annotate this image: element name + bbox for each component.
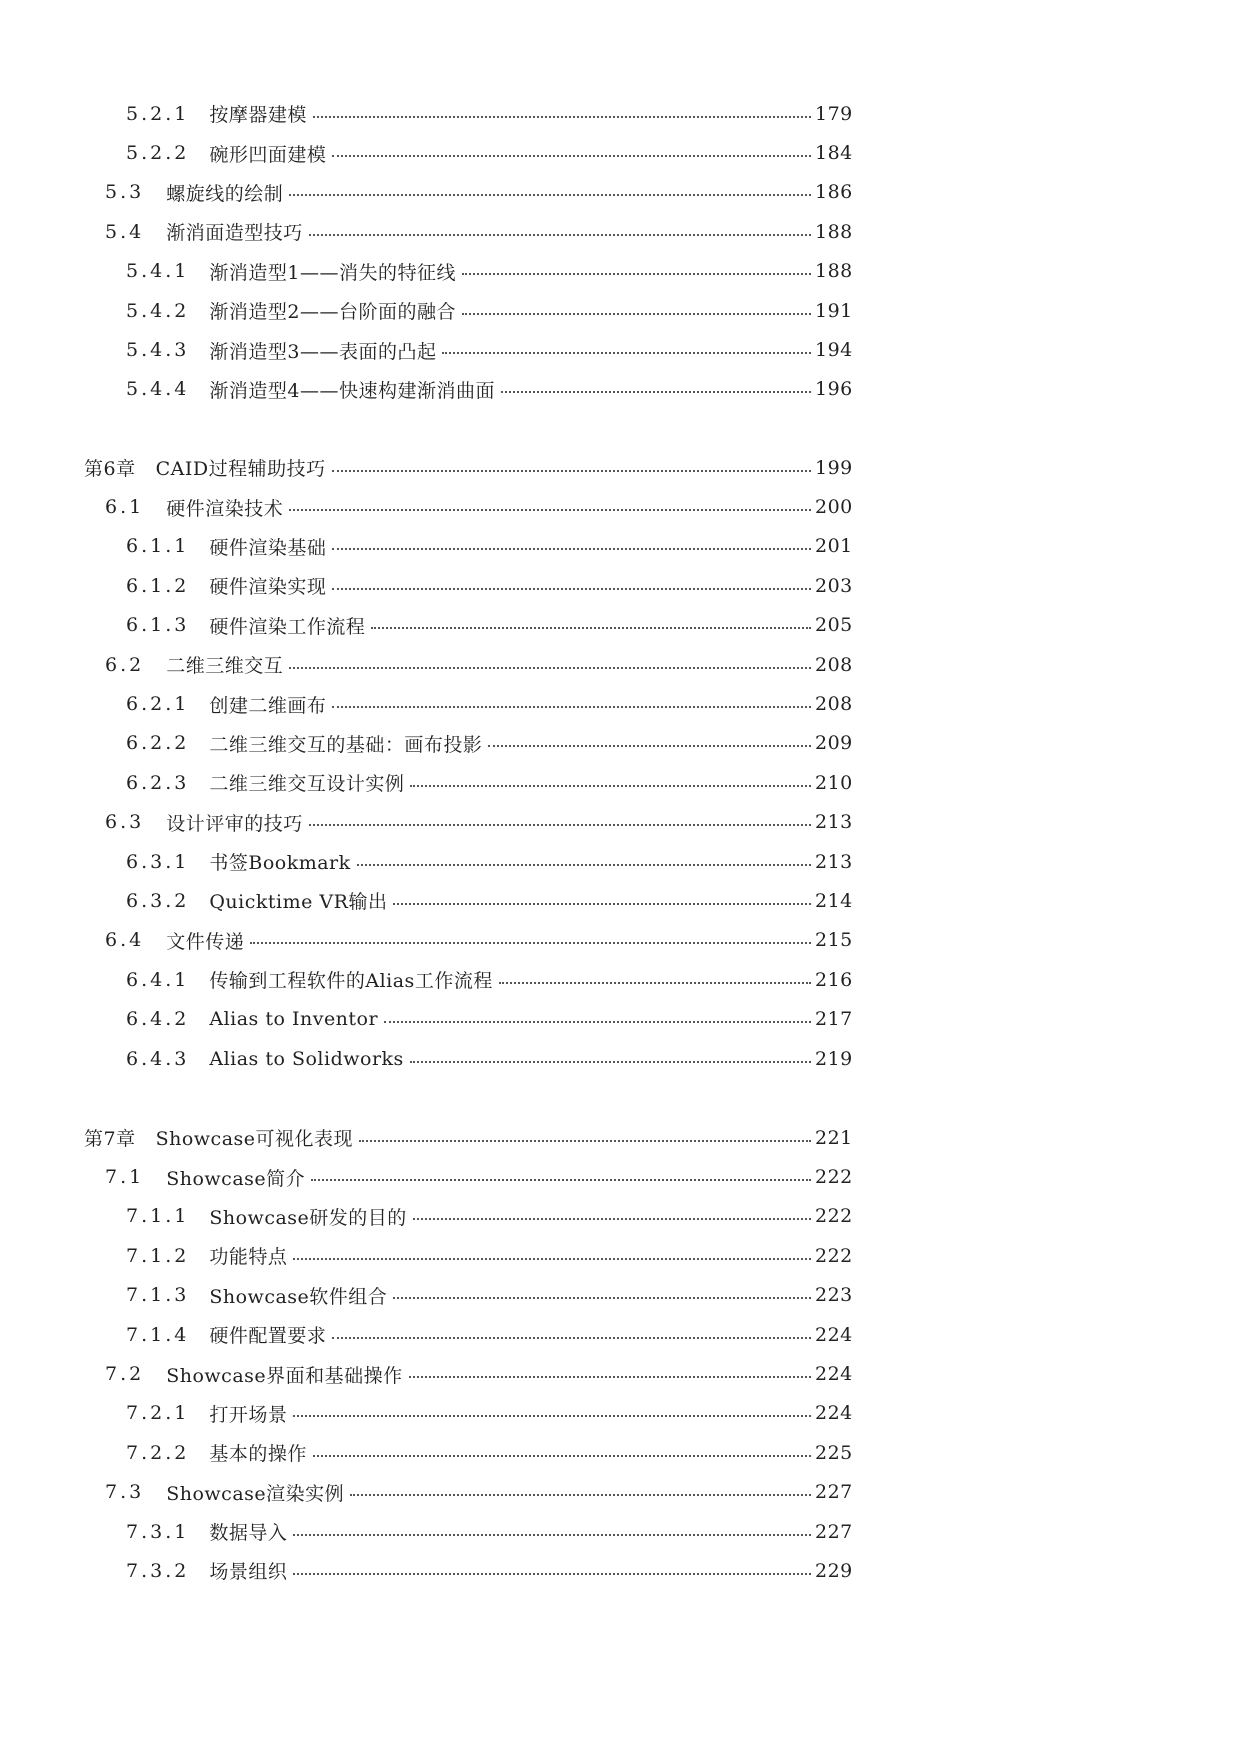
toc-entry-title: 硬件渲染技术 [166, 497, 284, 520]
dot-leader [293, 1258, 811, 1260]
dot-leader [332, 470, 811, 472]
dot-leader [311, 1179, 811, 1181]
toc-entry-section[interactable] [0, 1473, 1239, 1512]
dot-leader [501, 391, 811, 393]
toc-entry-subsection[interactable] [0, 763, 1239, 802]
toc-entry-title: 场景组织 [209, 1561, 288, 1584]
toc-entry-page-number: 222 [815, 1205, 853, 1228]
toc-entry-number: 第7章 [84, 1128, 136, 1151]
toc-entry-number: 6.2.1 [126, 693, 190, 716]
dot-leader [289, 667, 811, 669]
dot-leader [289, 509, 811, 511]
toc-entry-number: 6.2 [105, 653, 145, 676]
toc-entry-subsection[interactable] [0, 684, 1239, 723]
toc-entry-number: 7.3.1 [126, 1520, 190, 1543]
toc-entry-title: Showcase界面和基础操作 [166, 1364, 403, 1387]
dot-leader [332, 588, 811, 590]
toc-group-ch6 [0, 448, 1239, 1078]
dot-leader [393, 1297, 811, 1299]
toc-entry-page-number: 184 [815, 142, 853, 165]
dot-leader [462, 273, 811, 275]
dot-leader [357, 864, 811, 866]
toc-entry-title: 硬件配置要求 [209, 1325, 327, 1348]
toc-entry-title: 基本的操作 [209, 1443, 307, 1466]
toc-entry-title: 硬件渲染基础 [209, 536, 327, 559]
toc-entry-title: 渐消造型3——表面的凸起 [209, 340, 437, 363]
toc-entry-title: 打开场景 [209, 1403, 288, 1426]
dot-leader [309, 234, 811, 236]
dot-leader [384, 1021, 811, 1023]
toc-entry-subsection[interactable] [0, 566, 1239, 605]
toc-entry-subsection[interactable] [0, 881, 1239, 920]
toc-entry-title: 二维三维交互设计实例 [209, 773, 405, 796]
dot-leader [462, 313, 811, 315]
toc-entry-number: 7.1.2 [126, 1244, 190, 1267]
toc-entry-page-number: 224 [815, 1363, 853, 1386]
dot-leader [332, 548, 811, 550]
toc-entry-chapter[interactable] [0, 1118, 1239, 1157]
toc-entry-page-number: 200 [815, 496, 853, 519]
toc-entry-number: 5.4 [105, 220, 145, 243]
dot-leader [350, 1494, 811, 1496]
toc-entry-page-number: 208 [815, 653, 853, 676]
toc-entry-page-number: 222 [815, 1166, 853, 1189]
toc-entry-number: 5.3 [105, 181, 145, 204]
dot-leader [332, 1337, 811, 1339]
toc-entry-subsection[interactable] [0, 1197, 1239, 1236]
toc-entry-page-number: 217 [815, 1008, 853, 1031]
dot-leader [313, 116, 811, 118]
toc-entry-title: 渐消造型4——快速构建渐消曲面 [209, 379, 495, 402]
toc-entry-page-number: 227 [815, 1520, 853, 1543]
toc-entry-number: 6.4.3 [126, 1047, 190, 1070]
toc-entry-number: 6.2.3 [126, 771, 190, 794]
toc-entry-title: 设计评审的技巧 [166, 812, 303, 835]
toc-entry-subsection[interactable] [0, 330, 1239, 369]
toc-entry-section[interactable] [0, 487, 1239, 526]
dot-leader [409, 1376, 811, 1378]
toc-entry-subsection[interactable] [0, 527, 1239, 566]
toc-entry-subsection[interactable] [0, 94, 1239, 133]
toc-entry-subsection[interactable] [0, 1039, 1239, 1078]
dot-leader [393, 903, 811, 905]
toc-entry-page-number: 213 [815, 850, 853, 873]
toc-entry-title: 创建二维画布 [209, 694, 327, 717]
dot-leader [371, 627, 811, 629]
toc-entry-section[interactable] [0, 1157, 1239, 1196]
dot-leader [313, 1455, 811, 1457]
toc-entry-title: Showcase简介 [166, 1167, 306, 1190]
toc-entry-page-number: 201 [815, 535, 853, 558]
toc-entry-page-number: 216 [815, 968, 853, 991]
toc-entry-page-number: 221 [815, 1126, 853, 1149]
toc-entry-subsection[interactable] [0, 1236, 1239, 1275]
toc-entry-number: 6.3 [105, 811, 145, 834]
toc-entry-title: Showcase研发的目的 [209, 1206, 407, 1229]
toc-entry-title: 数据导入 [209, 1522, 288, 1545]
toc-entry-page-number: 229 [815, 1559, 853, 1582]
toc-entry-page-number: 225 [815, 1441, 853, 1464]
toc-entry-title: 二维三维交互的基础：画布投影 [209, 733, 483, 756]
toc-entry-number: 6.4 [105, 929, 145, 952]
toc-entry-subsection[interactable] [0, 1315, 1239, 1354]
toc-entry-number: 7.2 [105, 1363, 145, 1386]
toc-entry-page-number: 205 [815, 614, 853, 637]
toc-entry-page-number: 227 [815, 1481, 853, 1504]
toc-entry-subsection[interactable] [0, 606, 1239, 645]
dot-leader [359, 1140, 811, 1142]
toc-entry-title: Alias to Inventor [209, 1008, 379, 1031]
toc-entry-page-number: 191 [815, 299, 853, 322]
toc-entry-page-number: 196 [815, 378, 853, 401]
dot-leader [499, 982, 811, 984]
toc-entry-subsection[interactable] [0, 999, 1239, 1038]
toc-entry-section[interactable] [0, 173, 1239, 212]
dot-leader [413, 1218, 811, 1220]
toc-entry-page-number: 219 [815, 1047, 853, 1070]
toc-entry-section[interactable] [0, 1354, 1239, 1393]
toc-entry-number: 5.2.2 [126, 142, 190, 165]
toc-entry-page-number: 186 [815, 181, 853, 204]
toc-entry-page-number: 208 [815, 693, 853, 716]
toc-entry-page-number: 224 [815, 1402, 853, 1425]
toc-entry-page-number: 203 [815, 574, 853, 597]
toc-entry-subsection[interactable] [0, 1433, 1239, 1472]
toc-entry-subsection[interactable] [0, 1276, 1239, 1315]
toc-entry-page-number: 194 [815, 339, 853, 362]
toc-entry-number: 6.2.2 [126, 732, 190, 755]
toc-entry-number: 6.1.2 [126, 574, 190, 597]
toc-entry-number: 7.2.2 [126, 1441, 190, 1464]
toc-entry-number: 6.4.2 [126, 1008, 190, 1031]
toc-entry-title: 功能特点 [209, 1246, 288, 1269]
dot-leader [289, 194, 811, 196]
toc-entry-subsection[interactable] [0, 291, 1239, 330]
toc-entry-subsection[interactable] [0, 842, 1239, 881]
toc-entry-page-number: 214 [815, 889, 853, 912]
dot-leader [293, 1534, 811, 1536]
toc-entry-page-number: 215 [815, 929, 853, 952]
toc-entry-number: 5.4.2 [126, 299, 190, 322]
toc-entry-page-number: 224 [815, 1323, 853, 1346]
toc-entry-page-number: 223 [815, 1284, 853, 1307]
toc-entry-page-number: 209 [815, 732, 853, 755]
toc-entry-title: 书签Bookmark [209, 852, 351, 875]
toc-entry-title: 按摩器建模 [209, 104, 307, 127]
toc-entry-number: 5.2.1 [126, 102, 190, 125]
toc-entry-number: 6.1.1 [126, 535, 190, 558]
toc-entry-page-number: 188 [815, 220, 853, 243]
toc-entry-page-number: 179 [815, 102, 853, 125]
toc-entry-subsection[interactable] [0, 1394, 1239, 1433]
toc-entry-title: Showcase渲染实例 [166, 1482, 345, 1505]
toc-entry-title: Showcase可视化表现 [155, 1128, 354, 1151]
toc-entry-number: 5.4.3 [126, 339, 190, 362]
toc-entry-number: 7.1.4 [126, 1323, 190, 1346]
toc-entry-number: 6.1.3 [126, 614, 190, 637]
dot-leader [332, 706, 811, 708]
toc-entry-page-number: 199 [815, 456, 853, 479]
toc-entry-number: 7.1.1 [126, 1205, 190, 1228]
dot-leader [410, 785, 811, 787]
dot-leader [488, 745, 811, 747]
dot-leader [293, 1415, 811, 1417]
toc-entry-title: 传输到工程软件的Alias工作流程 [209, 970, 493, 993]
dot-leader [250, 942, 811, 944]
toc-entry-page-number: 213 [815, 811, 853, 834]
toc-group-ch5 [0, 94, 1239, 409]
toc-group-ch7 [0, 1118, 1239, 1591]
toc-entry-title: 渐消面造型技巧 [166, 222, 303, 245]
toc-entry-number: 6.3.2 [126, 889, 190, 912]
dot-leader [410, 1061, 811, 1063]
toc-entry-title: 硬件渲染实现 [209, 576, 327, 599]
toc-entry-title: 碗形凹面建模 [209, 143, 327, 166]
toc-entry-subsection[interactable] [0, 370, 1239, 409]
toc-entry-number: 第6章 [84, 458, 136, 481]
toc-entry-title: 二维三维交互 [166, 655, 284, 678]
toc-entry-page-number: 222 [815, 1244, 853, 1267]
toc-entry-title: 硬件渲染工作流程 [209, 615, 366, 638]
toc-entry-subsection[interactable] [0, 1512, 1239, 1551]
toc-entry-title: CAID过程辅助技巧 [155, 458, 326, 481]
toc-entry-title: Quicktime VR输出 [209, 891, 388, 914]
toc-entry-number: 6.3.1 [126, 850, 190, 873]
toc-entry-number: 7.2.1 [126, 1402, 190, 1425]
toc-entry-chapter[interactable] [0, 448, 1239, 487]
toc-entry-title: 渐消造型1——消失的特征线 [209, 261, 456, 284]
toc-entry-subsection[interactable] [0, 133, 1239, 172]
toc-entry-title: 文件传递 [166, 930, 245, 953]
toc-entry-subsection[interactable] [0, 1551, 1239, 1590]
toc-entry-section[interactable] [0, 921, 1239, 960]
toc-entry-section[interactable] [0, 212, 1239, 251]
toc-entry-number: 6.4.1 [126, 968, 190, 991]
toc-entry-subsection[interactable] [0, 252, 1239, 291]
dot-leader [293, 1573, 811, 1575]
toc-entry-section[interactable] [0, 803, 1239, 842]
toc-entry-number: 5.4.1 [126, 260, 190, 283]
toc-entry-title: Alias to Solidworks [209, 1047, 404, 1070]
toc-entry-number: 6.1 [105, 496, 145, 519]
toc-entry-number: 5.4.4 [126, 378, 190, 401]
dot-leader [332, 155, 811, 157]
toc-entry-page-number: 210 [815, 771, 853, 794]
toc-entry-subsection[interactable] [0, 960, 1239, 999]
toc-entry-subsection[interactable] [0, 724, 1239, 763]
toc-entry-page-number: 188 [815, 260, 853, 283]
dot-leader [442, 352, 811, 354]
toc-entry-number: 7.3.2 [126, 1559, 190, 1582]
toc-entry-title: 渐消造型2——台阶面的融合 [209, 301, 456, 324]
toc-entry-section[interactable] [0, 645, 1239, 684]
toc-entry-number: 7.1 [105, 1166, 145, 1189]
toc-entry-title: Showcase软件组合 [209, 1285, 388, 1308]
toc-entry-number: 7.1.3 [126, 1284, 190, 1307]
dot-leader [309, 824, 811, 826]
toc-entry-number: 7.3 [105, 1481, 145, 1504]
toc-entry-title: 螺旋线的绘制 [166, 182, 284, 205]
